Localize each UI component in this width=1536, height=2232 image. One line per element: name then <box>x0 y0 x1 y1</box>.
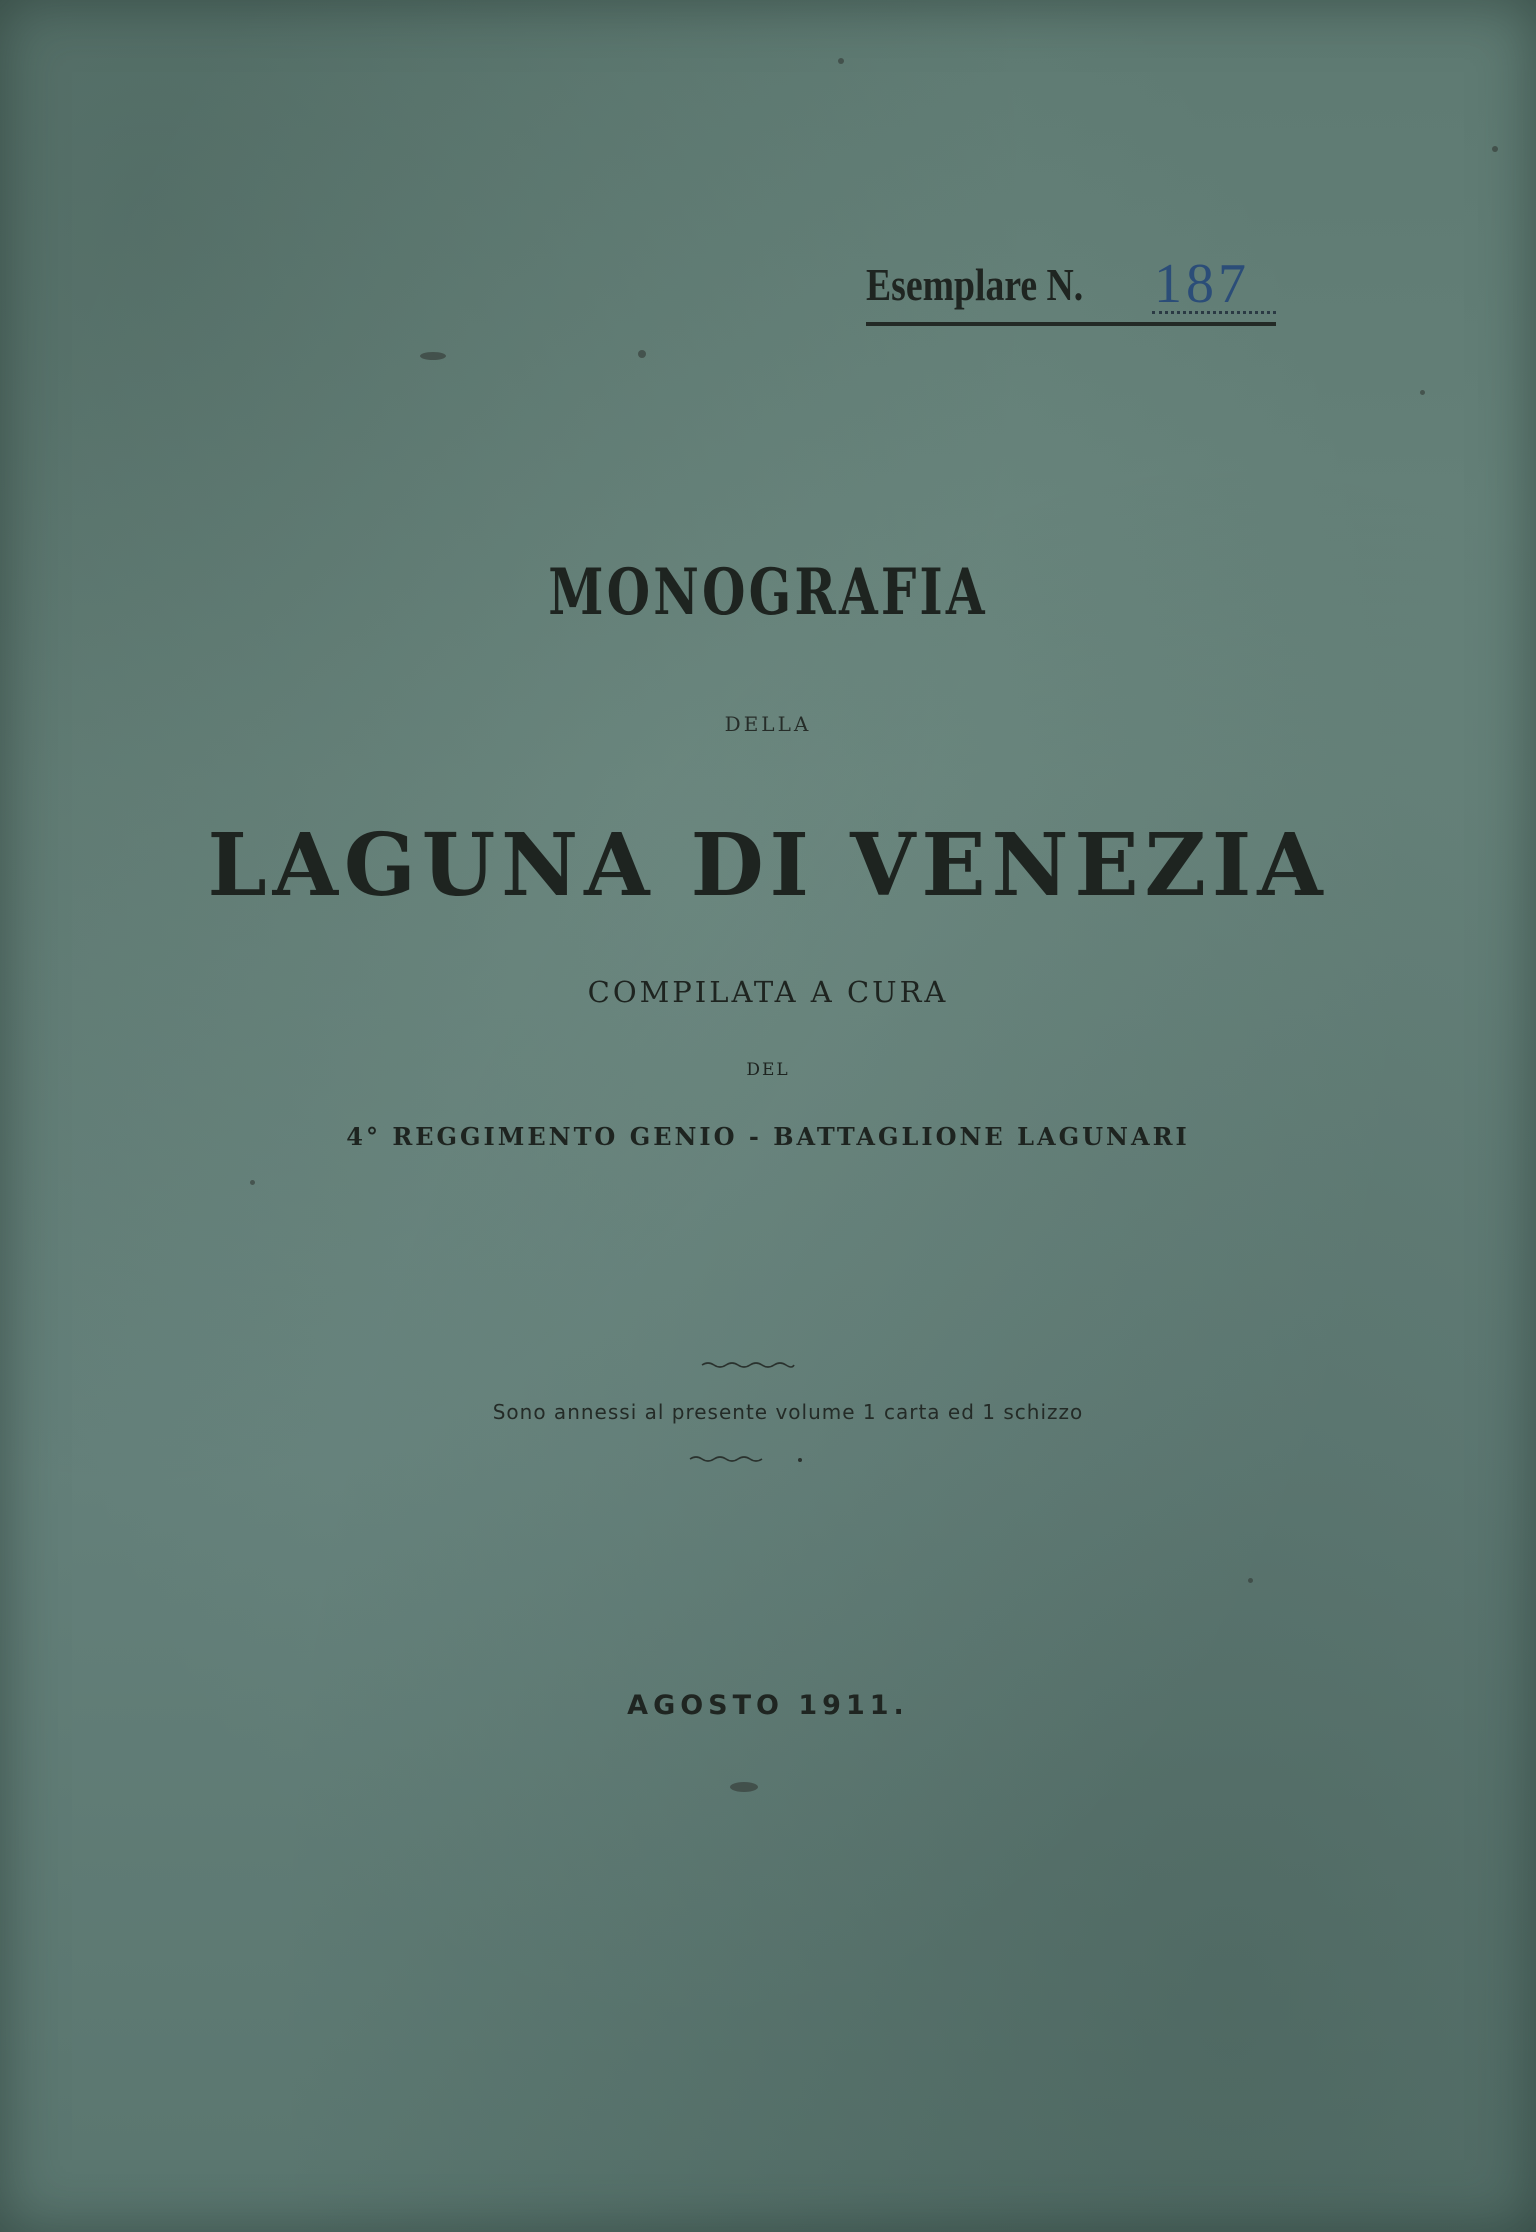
paper-speck <box>1248 1578 1253 1583</box>
title-connector-della: DELLA <box>724 712 812 736</box>
compiled-by-line: COMPILATA A CURA <box>587 975 949 1009</box>
author-regiment: 4° REGGIMENTO GENIO - BATTAGLIONE LAGUNARI <box>346 1122 1190 1151</box>
ornament-squiggle-top <box>700 1360 796 1370</box>
paper-speck <box>638 350 646 358</box>
paper-speck <box>420 352 446 360</box>
annexes-note: Sono annessi al presente volume 1 carta ed 1 schizzo <box>492 1400 1084 1424</box>
copy-number-stamp: 187 <box>1154 253 1250 315</box>
paper-speck <box>1492 146 1498 152</box>
copy-number-label: Esemplare N. <box>866 259 1084 310</box>
copy-number-block <box>866 250 1276 326</box>
paper-speck <box>250 1180 255 1185</box>
paper-speck <box>838 58 844 64</box>
publication-date: AGOSTO 1911. <box>627 1690 909 1721</box>
paper-speck <box>730 1782 758 1792</box>
paper-speck <box>1420 390 1425 395</box>
cover-title: MONOGRAFIA <box>548 555 988 630</box>
connector-del: DEL <box>746 1060 790 1080</box>
cover-subject: LAGUNA DI VENEZIA <box>207 815 1329 916</box>
ornament-squiggle-bottom <box>688 1454 808 1464</box>
